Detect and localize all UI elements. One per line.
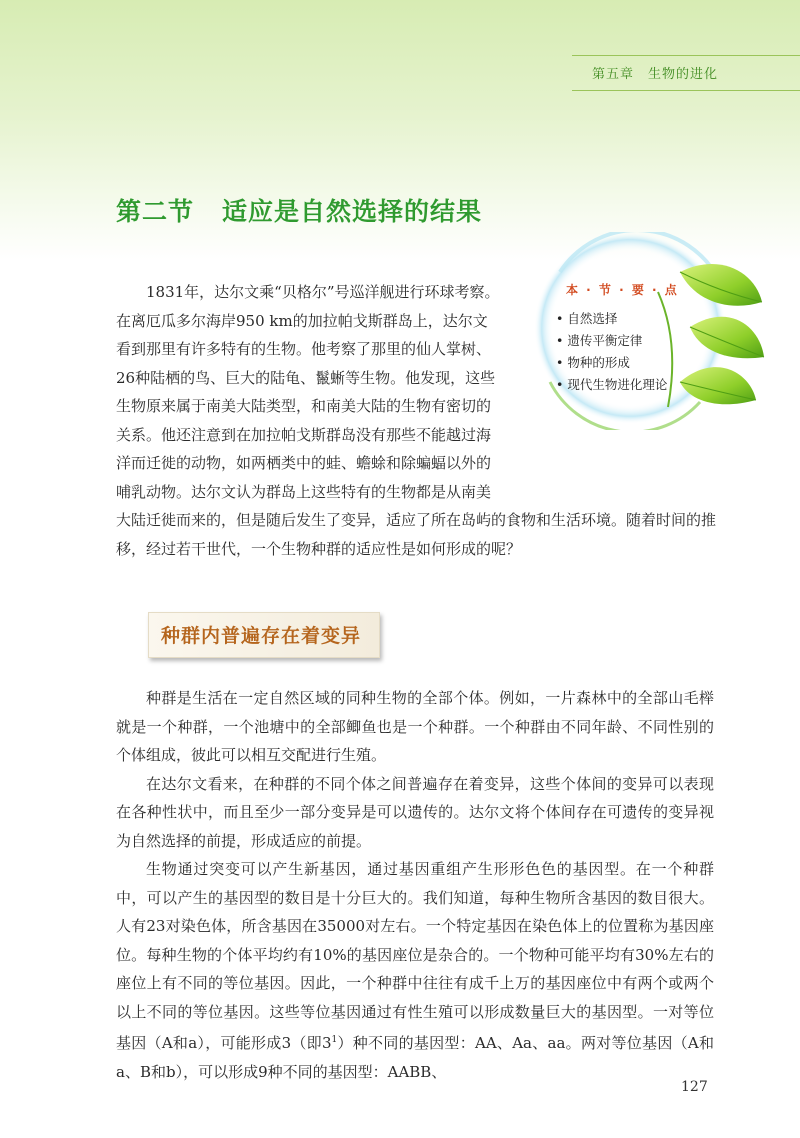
section-heading: 适应是自然选择的结果 xyxy=(222,197,483,226)
page-number: 127 xyxy=(681,1079,708,1095)
intro-paragraph: 1831年，达尔文乘“贝格尔”号巡洋舰进行环球考察。在离厄瓜多尔海岸950 km的加拉帕戈斯群岛上，达尔文看到那里有许多特有的生物。他考察了那里的仙人掌树、26种陆栖的鸟、巨大的陆龟、鬣蜥等生物。他发现，这些生物原来属于南美大陆类型，和南美大陆的生物有密切的关系。他还注意到在加拉帕戈斯群岛没有那些不能越过海洋而迁徙的动物，如两栖类中的蛙、蟾蜍和除蝙蝠以外的哺乳动物。达尔文认为群岛上这些特有的生物都是从南美大陆迁徙而来的，但是随后发生了变异，适应了所在岛屿的食物和生活环境。随着时间的推移，经过若干世代，一个生物种群的适应性是如何形成的呢？ xyxy=(116,283,717,558)
chapter-label: 第五章 生物的进化 xyxy=(592,67,719,82)
subsection-heading: 种群内普遍存在着变异 xyxy=(161,625,362,647)
body-text xyxy=(116,684,714,1086)
intro-paragraph-block xyxy=(116,278,730,563)
subsection-heading-box xyxy=(148,612,380,658)
body-paragraph-1: 种群是生活在一定自然区域的同种生物的全部个体。例如，一片森林中的全部山毛榉就是一个种群，一个池塘中的全部鲫鱼也是一个种群。一个种群由不同年龄、不同性别的个体组成，彼此可以相互交配进行生殖。 xyxy=(116,689,714,764)
section-title xyxy=(116,192,482,228)
body-paragraph-2: 在达尔文看来，在种群的不同个体之间普遍存在着变异，这些个体间的变异可以表现在各种性状中，而且至少一部分变异是可以遗传的。达尔文将个体间存在可遗传的变异视为自然选择的前提，形成适应的前提。 xyxy=(116,774,714,850)
body-paragraph-3: 生物通过突变可以产生新基因，通过基因重组产生形形色色的基因型。在一个种群中，可以产生的基因型的数目是十分巨大的。我们知道，每种生物所含基因的数目很大。人有23对染色体，所含基因在35000对左右。一个特定基因在染色体上的位置称为基因座位。每种生物的个体平均约有10%的基因座位是杂合的。一个物种可能平均有30%左右的座位上有不同的等位基因。因此，一个种群中往往有成千上万的基因座位中有两个或两个以上不同的等位基因。这些等位基因通过有性生殖可以形成数量巨大的基因型。一对等位基因（A和a），可能形成3（即$3^1$）种不同的基因型：AA、Aa、aa。两对等位基因（A和a、B和b），可以形成9种不同的基因型：AABB、 xyxy=(116,860,714,1081)
key-point-item: • 自然选择 xyxy=(556,308,667,330)
key-point-item: • 遗传平衡定律 xyxy=(556,330,667,352)
section-number: 第二节 xyxy=(116,197,195,226)
key-point-item: • 物种的形成 xyxy=(556,352,667,374)
key-points-title: 本 · 节 · 要 · 点 xyxy=(566,283,679,297)
key-point-item: • 现代生物进化理论 xyxy=(556,374,667,396)
